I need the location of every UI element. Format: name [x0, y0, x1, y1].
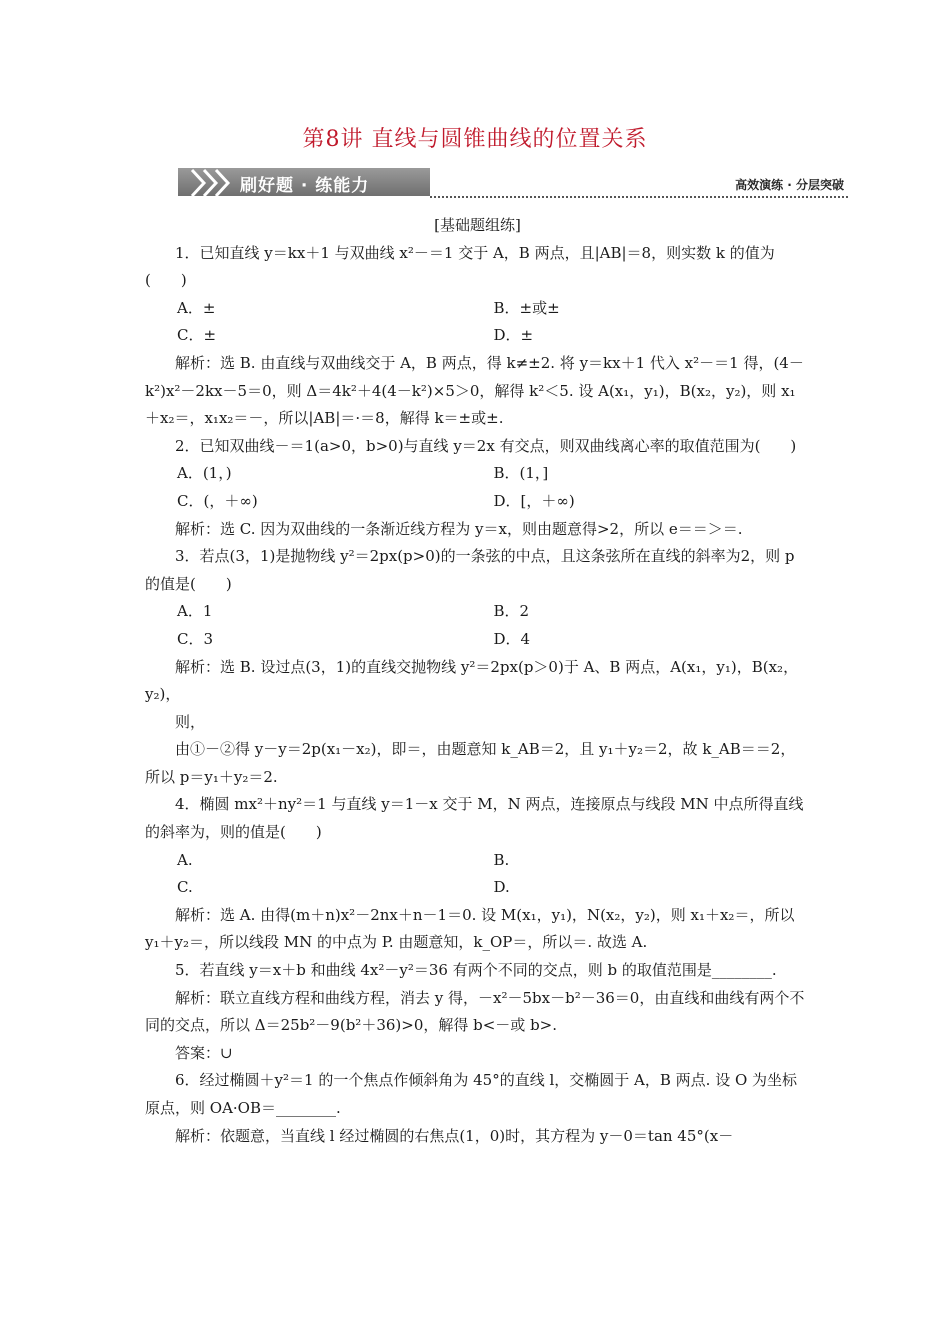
banner-divider: [430, 196, 848, 198]
q3-option-c: C．3: [177, 629, 214, 648]
q3-option-a: A．1: [177, 602, 213, 621]
question-1-options-row-1: [145, 295, 810, 323]
q1-option-d: D．±: [493, 326, 534, 345]
question-4-options-row-2: [145, 874, 810, 902]
question-3-stem: 3．若点(3，1)是抛物线 y²＝2px(p>0)的一条弦的中点，且这条弦所在直线的斜率为2，则 p 的值是( ): [145, 547, 800, 593]
question-4-options-row-1: [145, 847, 810, 875]
question-2-options-row-1: [145, 460, 810, 488]
question-3-solution-1: 解析：选 B. 设过点(3，1)的直线交抛物线 y²＝2px(p＞0)于 A、B 两点，A(x₁，y₁)，B(x₂，y₂)，: [145, 657, 799, 704]
banner-right-text: 高效演练 · 分层突破: [735, 178, 844, 192]
q2-option-c: C．(，＋∞): [177, 491, 258, 510]
chevron-right-icon: [190, 168, 234, 198]
question-3-options-row-1: [145, 598, 810, 626]
question-2-options-row-2: [145, 488, 810, 516]
q1-option-c: C．±: [177, 326, 217, 345]
q2-option-d: D．[，＋∞): [493, 491, 575, 510]
question-5-answer: 答案：∪: [175, 1043, 233, 1062]
q3-option-d: D．4: [493, 629, 531, 648]
q3-option-b: B．2: [493, 602, 530, 621]
question-3-solution-3: 由①－②得 y－y＝2p(x₁－x₂)，即＝，由题意知 k_AB＝2，且 y₁＋y₂＝2，故 k_AB＝＝2，所以 p＝y₁＋y₂＝2.: [145, 740, 796, 786]
question-1-options-row-2: [145, 322, 810, 350]
document-body: [145, 212, 810, 1150]
question-5-solution: 解析：联立直线方程和曲线方程，消去 y 得，－x²－5bx－b²－36＝0，由直线和曲线有两个不同的交点，所以 Δ＝25b²－9(b²＋36)>0，解得 b<－或 b>.: [145, 988, 805, 1035]
q1-option-a: A．±: [177, 298, 216, 317]
question-6-stem: 6．经过椭圆＋y²＝1 的一个焦点作倾斜角为 45°的直线 l，交椭圆于 A，B 两点. 设 O 为坐标原点，则 OA·OB＝________.: [145, 1071, 798, 1117]
q4-option-c: C.: [177, 878, 193, 897]
q4-option-b: B.: [493, 850, 510, 869]
banner-left-text: 刷好题 · 练能力: [240, 176, 370, 196]
question-3-solution-2: 则，: [175, 712, 206, 731]
question-4-stem: 4．椭圆 mx²＋ny²＝1 与直线 y＝1－x 交于 M，N 两点，连接原点与线段 MN 中点所得直线的斜率为，则的值是( ): [145, 795, 804, 842]
q1-option-b: B．±或±: [493, 298, 560, 317]
q4-option-d: D.: [493, 878, 510, 897]
question-1-stem: 1．已知直线 y＝kx＋1 与双曲线 x²－＝1 交于 A，B 两点，且|AB|＝8，则实数 k 的值为( ): [145, 243, 775, 290]
q4-option-a: A.: [177, 850, 193, 869]
question-2-stem: 2．已知双曲线－＝1(a>0，b>0)与直线 y＝2x 有交点，则双曲线离心率的取值范围为( ): [175, 436, 797, 455]
q2-option-a: A．(1，): [177, 464, 232, 483]
q2-option-b: B．(1，]: [493, 464, 549, 483]
question-6-solution: 解析：依题意，当直线 l 经过椭圆的右焦点(1，0)时，其方程为 y－0＝tan 45°(x－: [175, 1126, 734, 1145]
section-heading: [基础题组练]: [434, 216, 521, 234]
question-5-stem: 5．若直线 y＝x＋b 和曲线 4x²－y²＝36 有两个不同的交点，则 b 的取值范围是________.: [175, 961, 777, 980]
question-1-solution: 解析：选 B. 由直线与双曲线交于 A，B 两点，得 k≠±2. 将 y＝kx＋1 代入 x²－＝1 得，(4－k²)x²－2kx－5＝0，则 Δ＝4k²＋4(4－k²)×5＞0，解得 k²＜5. 设 A(x₁，y₁)，B(x₂，y₂)，则 x₁＋x₂＝，x₁x₂＝－，所以|AB|＝·＝8，解得 k＝±或±.: [145, 353, 804, 428]
page-title: 第8讲 直线与圆锥曲线的位置关系: [302, 127, 648, 152]
question-4-solution: 解析：选 A. 由得(m＋n)x²－2nx＋n－1＝0. 设 M(x₁，y₁)，N(x₂，y₂)，则 x₁＋x₂＝，所以 y₁＋y₂＝，所以线段 MN 的中点为 P. 由题意知，k_OP＝，所以＝. 故选 A.: [145, 905, 800, 952]
question-3-options-row-2: [145, 626, 810, 654]
question-2-solution: 解析：选 C. 因为双曲线的一条渐近线方程为 y＝x，则由题意得>2，所以 e＝＝＞＝.: [175, 519, 743, 538]
section-banner: [178, 166, 848, 200]
